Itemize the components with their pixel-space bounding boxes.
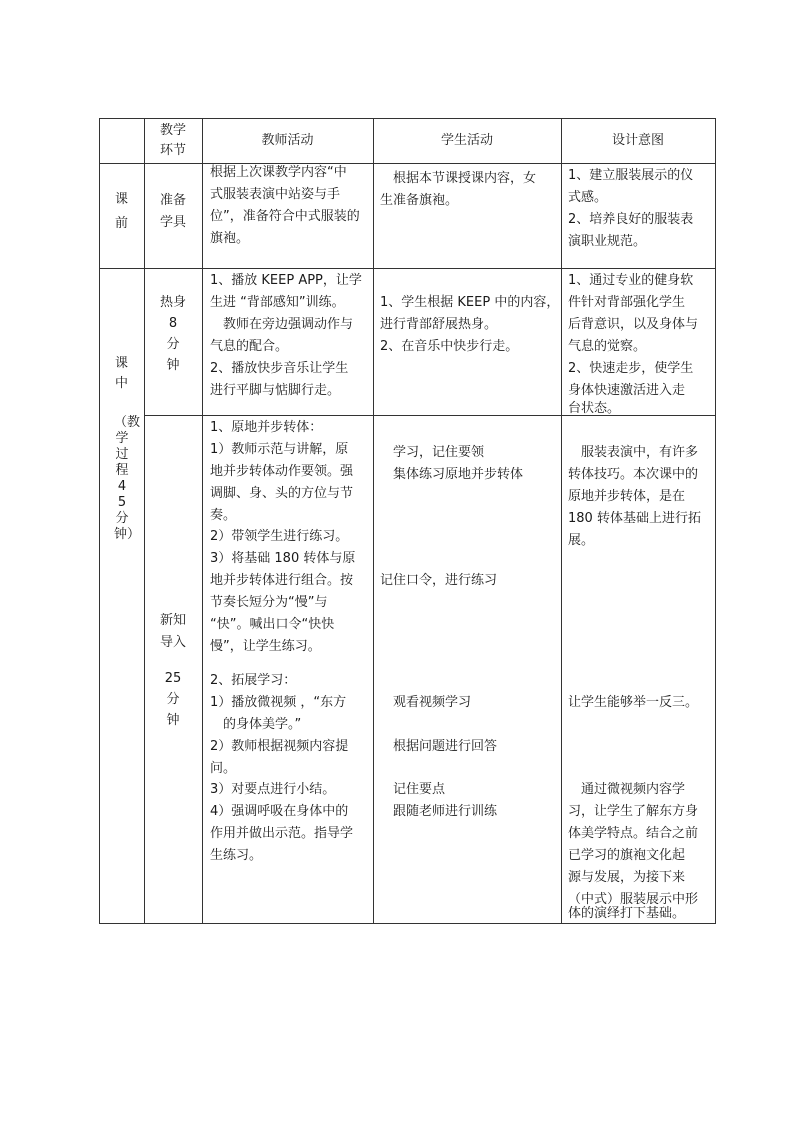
table-border-left xyxy=(99,118,100,924)
col-divider-4 xyxy=(561,118,562,924)
warmup-divider xyxy=(144,415,716,416)
col-divider-1 xyxy=(144,118,145,924)
lesson-plan-page: 教学 环节 教师活动 学生活动 设计意图 课 前 准备 学具 根据上次课教学内容“中 式服装表演中站姿与手 位”，准备符合中式服装的 旗袍。 根据本节课授课内容，女 生准备旗袍。 1、建立服装展示的仪 式感。 2、培养良好的服装表 演职业规范。 课 中 （教学过程45分钟） 热身 8 分 钟 1、播放 KEEP APP，让学 生进 “背部感知”训练。 教师在旁边强调动作与 气息的配合。 2、播放快步音乐让学生 进行平脚与惦脚行走。 1、学生根据 KEEP 中的内容， 进行背部舒展热身。 2、在音乐中快步行走。 1、通过专业的健身软 件针对背部强化学生 后背意识，以及身体与 气息的觉察。 2、快速走步，使学生 身体快速激活进入走 台状态。 新知 导入 25 分 钟 1、原地并步转体： 1）教师示范与讲解，原 地并步转体动作要领。强 调脚、身、头的方位与节 奏。 2）带领学生进行练习。 3）将基础 180 转体与原 地并步转体进行组合。按 节奏长短分为“慢”与 “快”。喊出口令“快快 慢”，让学生练习。 2、拓展学习： 1）播放微视频 ，“东方 的身体美学。” 2）教师根据视频内容提 问。 3）对要点进行小结。 4）强调呼吸在身体中的 作用并做出示范。指导学 生练习。 学习，记住要领 集体练习原地并步转体 记住口令，进行练习 观看视频学习 根据问题进行回答 记住要点 跟随老师进行训练 服装表演中，有许多 转体技巧。本次课中的 原地并步转体，是在 180 转体基础上进行拓 展。 让学生能够举一反三。 通过微视频内容学 习，让学生了解东方身 体美学特点。结合之前 已学习的旗袍文化起 源与发展，为接下来 （中式）服装展示中形 体的演绎打下基础。 xyxy=(0,0,800,1131)
prep-section: 准备 学具 xyxy=(159,193,186,230)
new-section-duration: 25 分 钟 xyxy=(164,671,182,728)
prep-divider xyxy=(99,268,716,269)
warmup-section: 热身 8 分 钟 xyxy=(159,295,186,373)
prep-phase: 课 前 xyxy=(114,192,128,231)
header-teacher: 教师活动 xyxy=(261,133,314,148)
header-student: 学生活动 xyxy=(440,133,493,148)
class-phase-label: 课 中 xyxy=(114,356,128,391)
new-section-title: 新知 导入 xyxy=(159,613,186,650)
class-phase-duration: （教学过程45分钟） xyxy=(114,415,141,542)
header-design: 设计意图 xyxy=(611,133,664,148)
col-divider-2 xyxy=(202,118,203,924)
col-divider-3 xyxy=(373,118,374,924)
header-section: 教学 环节 xyxy=(159,123,186,158)
header-divider xyxy=(99,163,716,164)
table-border-right xyxy=(715,118,716,924)
table-border-top xyxy=(99,118,716,119)
